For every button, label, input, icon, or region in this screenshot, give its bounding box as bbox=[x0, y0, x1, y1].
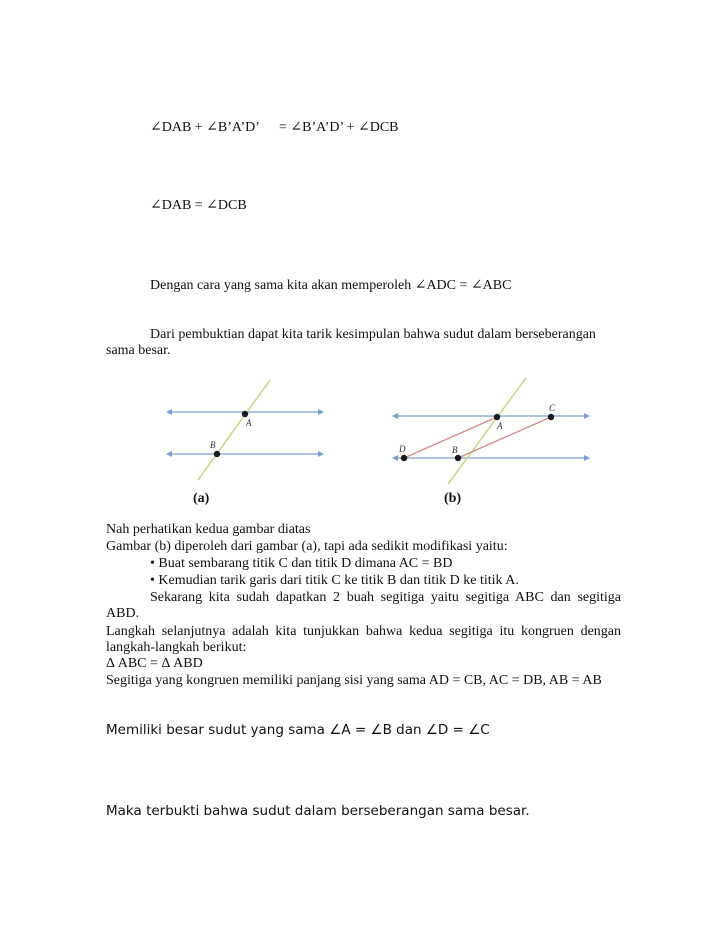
body-line-1: Nah perhatikan kedua gambar diatas bbox=[106, 522, 311, 537]
label-point-a: A bbox=[497, 421, 503, 431]
label-point-b: B bbox=[452, 445, 458, 455]
parallel-line-bottom bbox=[392, 455, 590, 461]
segment-cb bbox=[458, 417, 551, 458]
point-a bbox=[242, 411, 248, 417]
parallel-line-bottom bbox=[166, 451, 324, 457]
caption-figure-a: (a) bbox=[193, 491, 210, 506]
caption-figure-b: (b) bbox=[444, 491, 462, 506]
point-b bbox=[214, 451, 220, 457]
equation-1-left: ∠DAB + ∠B’A’D’ bbox=[150, 120, 260, 135]
congruence-statement: Δ ABC = Δ ABD bbox=[106, 656, 203, 671]
point-d bbox=[401, 455, 407, 461]
sentence-same-way: Dengan cara yang sama kita akan memperoleh ∠ADC = ∠ABC bbox=[150, 278, 512, 293]
angles-statement: Memiliki besar sudut yang sama ∠A = ∠B dan ∠D = ∠C bbox=[106, 722, 490, 738]
label-point-c: C bbox=[549, 403, 556, 413]
label-point-a: A bbox=[246, 418, 252, 428]
label-point-b: B bbox=[210, 440, 216, 450]
bullet-2: • Kemudian tarik garis dari titik C ke titik B dan titik D ke titik A. bbox=[150, 573, 519, 588]
paragraph-triangles: Sekarang kita sudah dapatkan 2 buah segitiga yaitu segitiga ABC dan segitiga ABD. bbox=[106, 590, 621, 621]
figure-a bbox=[160, 376, 330, 484]
final-statement: Maka terbukti bahwa sudut dalam berseberangan sama besar. bbox=[106, 803, 530, 819]
paragraph-steps: Langkah selanjutnya adalah kita tunjukkan bahwa kedua segitiga itu kongruen dengan langkah-langkah berikut: bbox=[106, 624, 621, 655]
point-c bbox=[548, 414, 554, 420]
bullet-1: • Buat sembarang titik C dan titik D dimana AC = BD bbox=[150, 556, 453, 571]
body-line-2: Gambar (b) diperoleh dari gambar (a), tapi ada sedikit modifikasi yaitu: bbox=[106, 539, 508, 554]
sides-statement: Segitiga yang kongruen memiliki panjang sisi yang sama AD = CB, AC = DB, AB = AB bbox=[106, 673, 602, 688]
transversal-line bbox=[448, 378, 526, 484]
conclusion-line-2: sama besar. bbox=[106, 343, 171, 358]
equation-2: ∠DAB = ∠DCB bbox=[150, 198, 247, 213]
equation-1-right: = ∠B’A’D’ + ∠DCB bbox=[279, 120, 399, 135]
label-point-d: D bbox=[399, 444, 406, 454]
transversal-line bbox=[198, 380, 270, 480]
conclusion-line-1: Dari pembuktian dapat kita tarik kesimpulan bahwa sudut dalam berseberangan bbox=[150, 327, 596, 342]
point-b bbox=[455, 455, 461, 461]
figure-b bbox=[388, 374, 593, 486]
point-a bbox=[494, 414, 500, 420]
parallel-line-top bbox=[392, 413, 590, 419]
